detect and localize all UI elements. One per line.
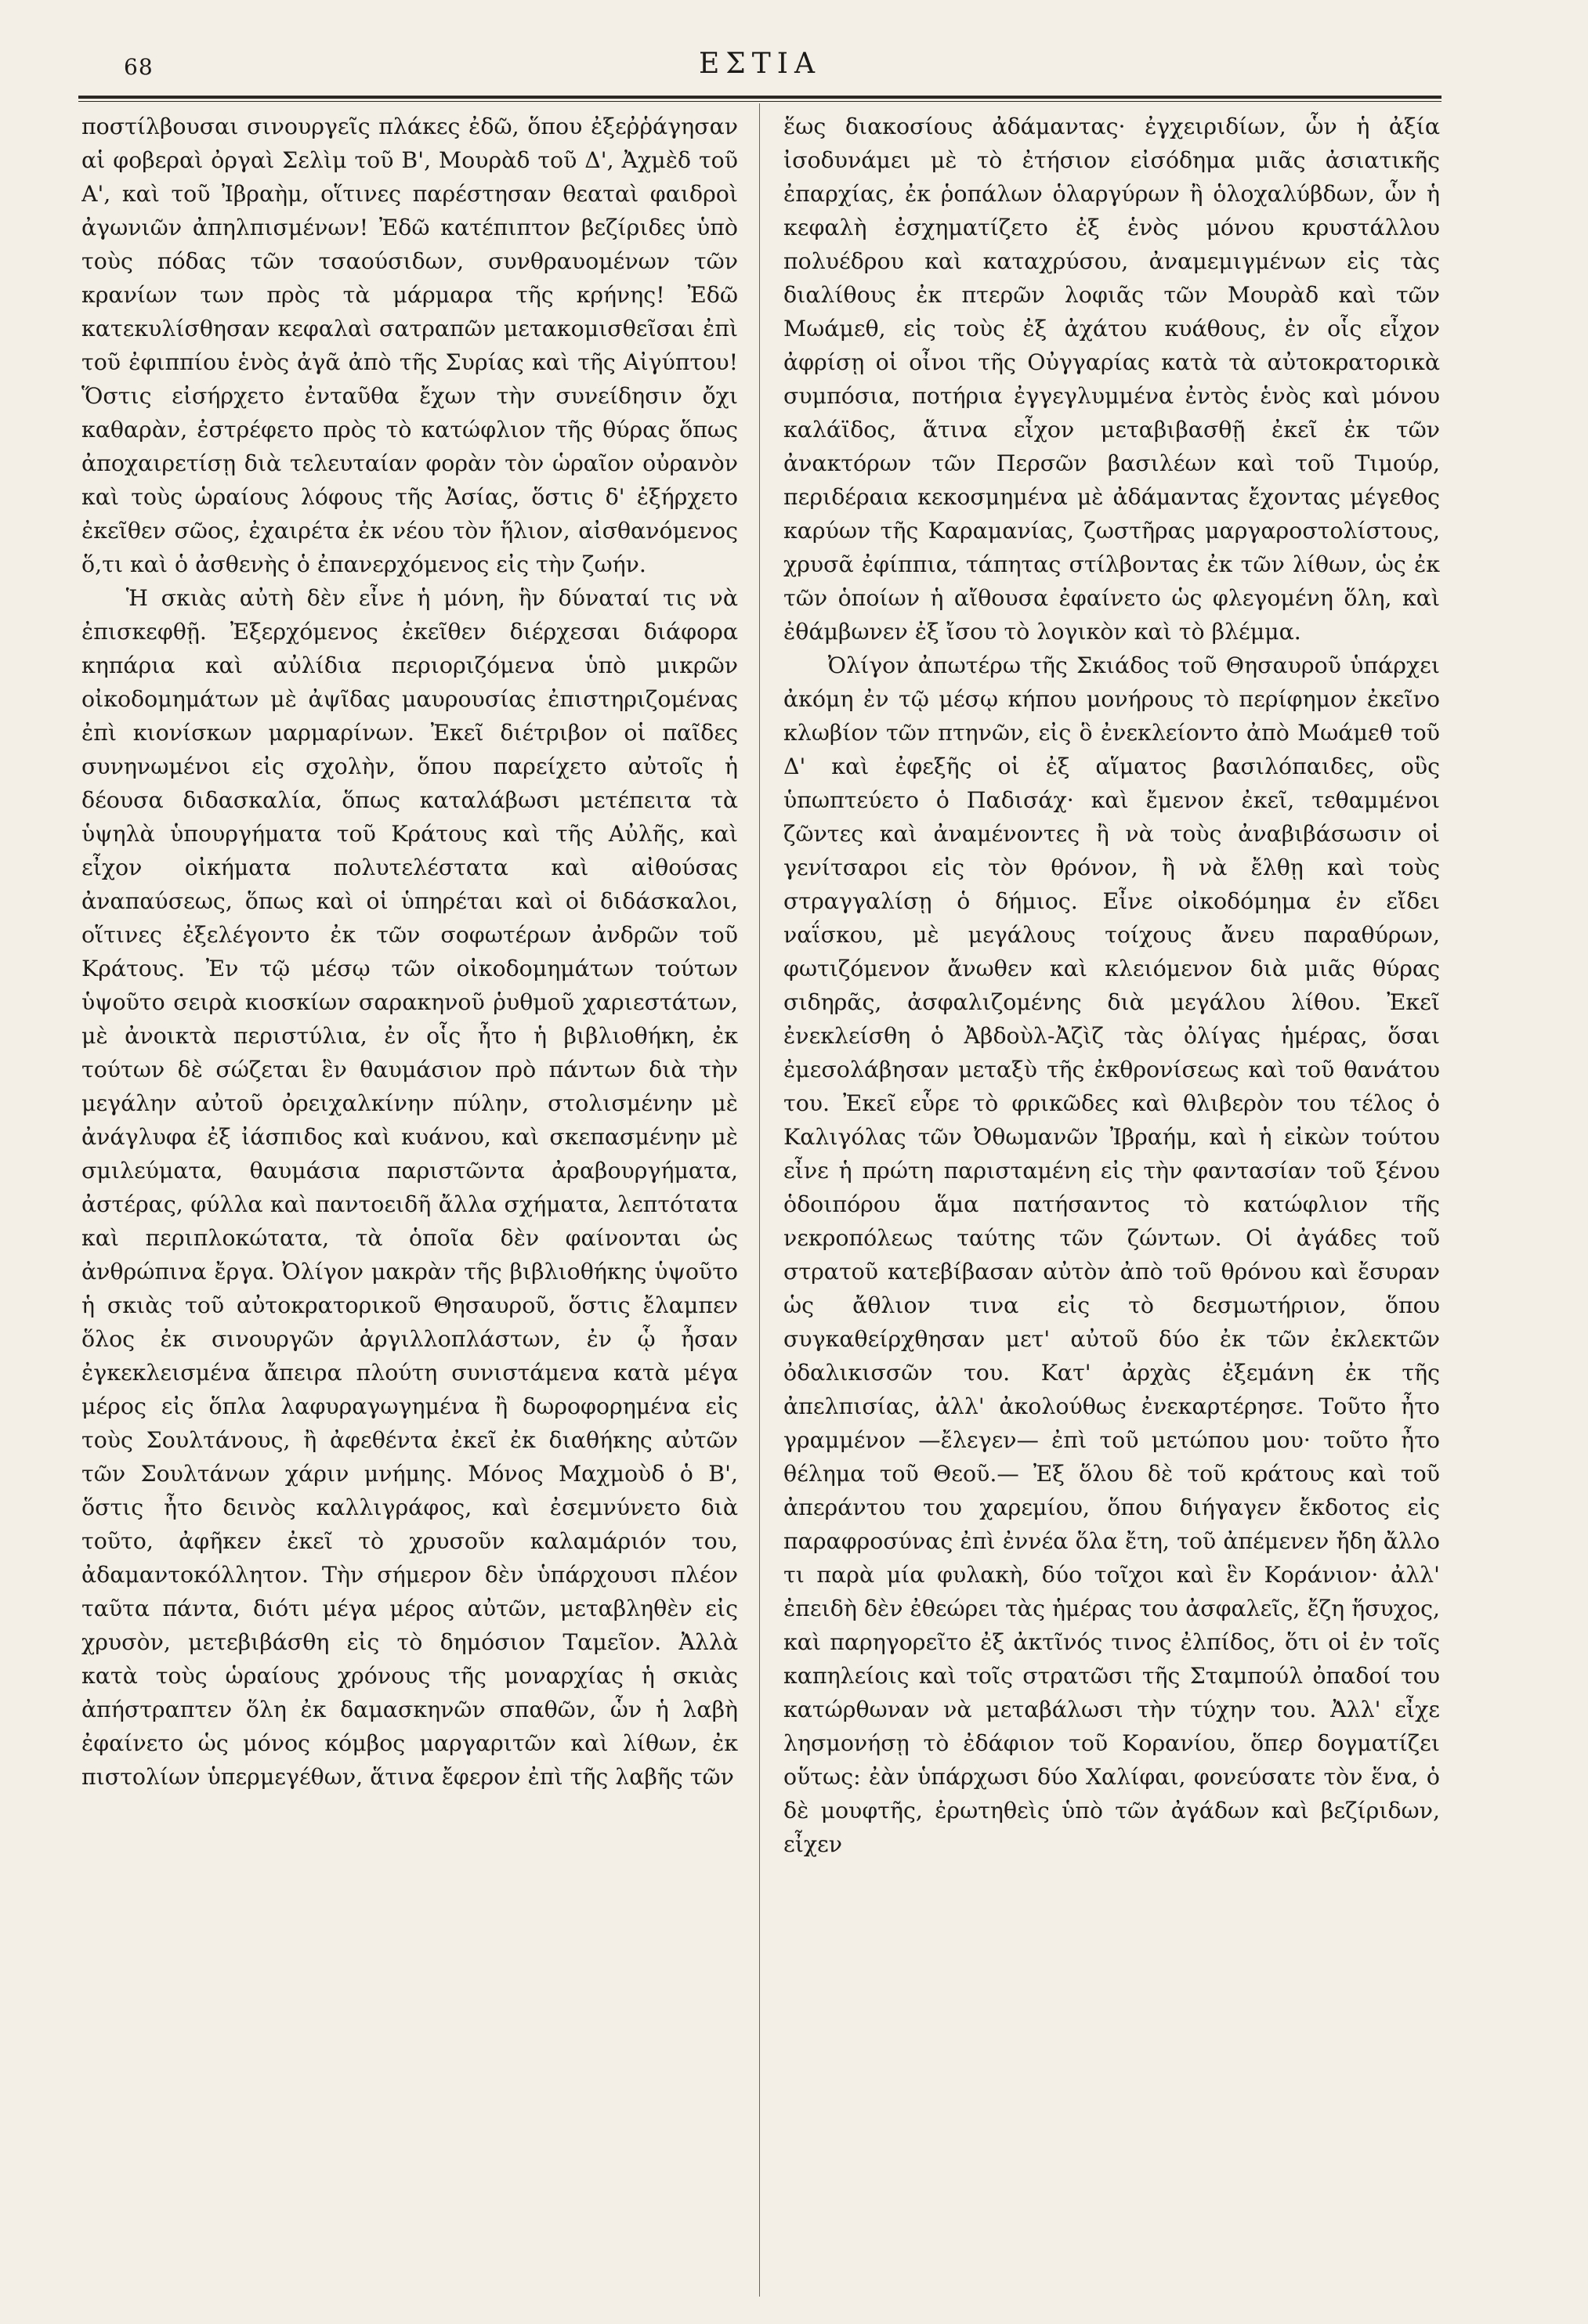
right-paragraph-1: ἕως διακοσίους ἀδάμαντας· ἐγχειριδίων, ὧν ἡ ἀξία ἰσοδυνάμει μὲ τὸ ἐτήσιον εἰσόδημα μιᾶς ἀσιατικῆς ἐπαρχίας, ἐκ ῥοπάλων ὁλαργύρων ἢ ὁλοχαλύβδων, ὧν ἡ κεφαλὴ ἐσχηματίζετο ἐξ ἑνὸς μόνου κρυστάλλου πολυέδρου καὶ καταχρύσου, ἀναμεμιγμένων εἰς τὰς διαλίθους ἐκ πτερῶν λοφιᾶς τῶν Μουρὰδ καὶ τῶν Μωάμεθ, εἰς τοὺς ἐξ ἀχάτου κυάθους, ἐν οἷς εἶχον ἀφρίσῃ οἱ οἶνοι τῆς Οὐγγαρίας κατὰ τὰ αὐτοκρατορικὰ συμπόσια, ποτήρια ἐγγεγλυμμένα ἐντὸς ἑνὸς καὶ μόνου καλάϊδος, ἅτινα εἶχον μεταβιβασθῇ ἐκεῖ ἐκ τῶν ἀνακτόρων τῶν Περσῶν βασιλέων καὶ τοῦ Τιμούρ, περιδέραια κεκοσμημένα μὲ ἀδάμαντας ἔχοντας μέγεθος καρύων τῆς Καραμανίας, ζωστῆρας μαργαροστολίστους, χρυσᾶ ἐφίππια, τάπητας στίλβοντας ἐκ τῶν λίθων, ὡς ἐκ τῶν ὁποίων ἡ αἴθουσα ἐφαίνετο ὡς φλεγομένη ὅλη, καὶ ἐθάμβωνεν ἐξ ἴσου τὸ λογικὸν καὶ τὸ βλέμμα. (783, 114, 1440, 645)
column-divider (759, 103, 760, 2297)
header-rule (78, 96, 1441, 99)
left-column (81, 110, 738, 2303)
journal-title: ΕΣΤΙΑ (699, 48, 821, 80)
left-paragraph-2: Ἡ σκιὰς αὐτὴ δὲν εἶνε ἡ μόνη, ἣν δύναταί τις νὰ ἐπισκεφθῇ. Ἐξερχόμενος ἐκεῖθεν διέρχεσαι διάφορα κηπάρια καὶ αὐλίδια περιοριζόμενα ὑπὸ μικρῶν οἰκοδομημάτων μὲ ἀψῖδας μαυρουσίας ἐπιστηριζομένας ἐπὶ κιονίσκων μαρμαρίνων. Ἐκεῖ διέτριβον οἱ παῖδες συνηνωμένοι εἰς σχολὴν, ὅπου παρείχετο αὐτοῖς ἡ δέουσα διδασκαλία, ὅπως καταλάβωσι μετέπειτα τὰ ὑψηλὰ ὑπουργήματα τοῦ Κράτους καὶ τῆς Αὐλῆς, καὶ εἶχον οἰκήματα πολυτελέστατα καὶ αἰθούσας ἀναπαύσεως, ὅπως καὶ οἱ ὑπηρέται καὶ οἱ διδάσκαλοι, οἵτινες ἐξελέγοντο ἐκ τῶν σοφωτέρων ἀνδρῶν τοῦ Κράτους. Ἐν τῷ μέσῳ τῶν οἰκοδομημάτων τούτων ὑψοῦτο σειρὰ κιοσκίων σαρακηνοῦ ῥυθμοῦ χαριεστάτων, μὲ ἀνοικτὰ περιστύλια, ἐν οἷς ἦτο ἡ βιβλιοθήκη, ἐκ τούτων δὲ σώζεται ἓν θαυμάσιον πρὸ πάντων διὰ τὴν μεγάλην αὐτοῦ ὀρειχαλκίνην πύλην, στολισμένην μὲ ἀνάγλυφα ἐξ ἰάσπιδος καὶ κυάνου, καὶ σκεπασμένην μὲ σμιλεύματα, θαυμάσια παριστῶντα ἀραβουργήματα, ἀστέρας, φύλλα καὶ παντοειδῆ ἄλλα σχήματα, λεπτότατα καὶ περιπλοκώτατα, τὰ ὁποῖα δὲν φαίνονται ὡς ἀνθρώπινα ἔργα. Ὀλίγον μακρὰν τῆς βιβλιοθήκης ὑψοῦτο ἡ σκιὰς τοῦ αὐτοκρατορικοῦ Θησαυροῦ, ὅστις ἔλαμπεν ὅλος ἐκ σινουργῶν ἀργιλλοπλάστων, ἐν ᾧ ἦσαν ἐγκεκλεισμένα ἄπειρα πλούτη συνιστάμενα κατὰ μέγα μέρος εἰς ὅπλα λαφυραγωγημένα ἢ δωροφορημένα εἰς τοὺς Σουλτάνους, ἢ ἀφεθέντα ἐκεῖ ἐκ διαθήκης αὐτῶν τῶν Σουλτάνων χάριν μνήμης. Μόνος Μαχμοὺδ ὁ Β', ὅστις ἦτο δεινὸς καλλιγράφος, καὶ ἐσεμνύνετο διὰ τοῦτο, ἀφῆκεν ἐκεῖ τὸ χρυσοῦν καλαμάριόν του, ἀδαμαντοκόλλητον. Τὴν σήμερον δὲν ὑπάρχουσι πλέον ταῦτα πάντα, διότι μέγα μέρος αὐτῶν, μεταβληθὲν εἰς χρυσὸν, μετεβιβάσθη εἰς τὸ δημόσιον Ταμεῖον. Ἀλλὰ κατὰ τοὺς ὡραίους χρόνους τῆς μοναρχίας ἡ σκιὰς ἀπήστραπτεν ὅλη ἐκ δαμασκηνῶν σπαθῶν, ὧν ἡ λαβὴ ἐφαίνετο ὡς μόνος κόμβος μαργαριτῶν καὶ λίθων, ἐκ πιστολίων ὑπερμεγέθων, ἅτινα ἔφερον ἐπὶ τῆς λαβῆς τῶν (81, 585, 738, 1790)
right-paragraph-2: Ὀλίγον ἀπωτέρω τῆς Σκιάδος τοῦ Θησαυροῦ ὑπάρχει ἀκόμη ἐν τῷ μέσῳ κήπου μονήρους τὸ περίφημον ἐκεῖνο κλωβίον τῶν πτηνῶν, εἰς ὃ ἐνεκλείοντο ἀπὸ Μωάμεθ τοῦ Δ' καὶ ἐφεξῆς οἱ ἐξ αἵματος βασιλόπαιδες, οὓς ὑπωπτεύετο ὁ Παδισάχ· καὶ ἔμενον ἐκεῖ, τεθαμμένοι ζῶντες καὶ ἀναμένοντες ἢ νὰ τοὺς ἀναβιβάσωσιν οἱ γενίτσαροι εἰς τὸν θρόνον, ἢ νὰ ἔλθῃ καὶ τοὺς στραγγαλίσῃ ὁ δήμιος. Εἶνε οἰκοδόμημα ἐν εἴδει ναΐσκου, μὲ μεγάλους τοίχους ἄνευ παραθύρων, φωτιζόμενον ἄνωθεν καὶ κλειόμενον διὰ μιᾶς θύρας σιδηρᾶς, ἀσφαλιζομένης διὰ μεγάλου λίθου. Ἐκεῖ ἐνεκλείσθη ὁ Ἀβδοὺλ-Ἀζὶζ τὰς ὀλίγας ἡμέρας, ὅσαι ἐμεσολάβησαν μεταξὺ τῆς ἐκθρονίσεως καὶ τοῦ θανάτου του. Ἐκεῖ εὗρε τὸ φρικῶδες καὶ θλιβερὸν του τέλος ὁ Καλιγόλας τῶν Ὀθωμανῶν Ἰβραήμ, καὶ ἡ εἰκὼν τούτου εἶνε ἡ πρώτη παρισταμένη εἰς τὴν φαντασίαν τοῦ ξένου ὁδοιπόρου ἅμα πατήσαντος τὸ κατώφλιον τῆς νεκροπόλεως ταύτης τῶν ζώντων. Οἱ ἀγάδες τοῦ στρατοῦ κατεβίβασαν αὐτὸν ἀπὸ τοῦ θρόνου καὶ ἔσυραν ὡς ἄθλιον τινα εἰς τὸ δεσμωτήριον, ὅπου συγκαθείρχθησαν μετ' αὐτοῦ δύο ἐκ τῶν ἐκλεκτῶν ὀδαλικισσῶν του. Κατ' ἀρχὰς ἐξεμάνη ἐκ τῆς ἀπελπισίας, ἀλλ' ἀκολούθως ἐνεκαρτέρησε. Τοῦτο ἦτο γραμμένον —ἔλεγεν— ἐπὶ τοῦ μετώπου μου· τοῦτο ἦτο θέλημα τοῦ Θεοῦ.— Ἐξ ὅλου δὲ τοῦ κράτους καὶ τοῦ ἀπεράντου του χαρεμίου, ὅπου διήγαγεν ἔκδοτος εἰς παραφροσύνας ἐπὶ ἐννέα ὅλα ἔτη, τοῦ ἀπέμενεν ἤδη ἄλλο τι παρὰ μία φυλακὴ, δύο τοῖχοι καὶ ἓν Κοράνιον· ἀλλ' ἐπειδὴ δὲν ἐθεώρει τὰς ἡμέρας του ἀσφαλεῖς, ἔζη ἥσυχος, καὶ παρηγορεῖτο ἐξ ἀκτῖνός τινος ἐλπίδος, ὅτι οἱ ἐν τοῖς καπηλείοις καὶ τοῖς στρατῶσι τῆς Σταμπούλ ὀπαδοί του κατώρθωναν νὰ μεταβάλωσι τὴν τύχην του. Ἀλλ' εἶχε λησμονήσῃ τὸ ἐδάφιον τοῦ Κορανίου, ὅπερ δογματίζει οὕτως: ἐὰν ὑπάρχωσι δύο Χαλίφαι, φονεύσατε τὸν ἕνα, ὁ δὲ μουφτῆς, ἐρωτηθεὶς ὑπὸ τῶν ἀγάδων καὶ βεζίριδων, εἶχεν (783, 652, 1440, 1857)
left-paragraph-1: ποστίλβουσαι σινουργεῖς πλάκες ἐδῶ, ὅπου ἐξεῤῥάγησαν αἱ φοβεραὶ ὀργαὶ Σελὶμ τοῦ Β', Μουρὰδ τοῦ Δ', Ἀχμὲδ τοῦ Α', καὶ τοῦ Ἰβραὴμ, οἵτινες παρέστησαν θεαταὶ φαιδροὶ ἀγωνιῶν ἀπηλπισμένων! Ἐδῶ κατέπιπτον βεζίριδες ὑπὸ τοὺς πόδας τῶν τσαούσιδων, συνθραυομένων τῶν κρανίων των πρὸς τὰ μάρμαρα τῆς κρήνης! Ἐδῶ κατεκυλίσθησαν κεφαλαὶ σατραπῶν μετακομισθεῖσαι ἐπὶ τοῦ ἐφιππίου ἑνὸς ἀγᾶ ἀπὸ τῆς Συρίας καὶ τῆς Αἰγύπτου! Ὅστις εἰσήρχετο ἐνταῦθα ἔχων τὴν συνείδησιν ὄχι καθαρὰν, ἐστρέφετο πρὸς τὸ κατώφλιον τῆς θύρας ὅπως ἀποχαιρετίσῃ διὰ τελευταίαν φορὰν τὸν ὡραῖον οὐρανὸν καὶ τοὺς ὡραίους λόφους τῆς Ἀσίας, ὅστις δ' ἐξήρχετο ἐκεῖθεν σῶος, ἐχαιρέτα ἐκ νέου τὸν ἥλιον, αἰσθανόμενος ὅ,τι καὶ ὁ ἀσθενὴς ὁ ἐπανερχόμενος εἰς τὴν ζωήν. (81, 114, 738, 577)
right-column (783, 110, 1440, 2303)
page-header (78, 43, 1441, 90)
page-number: 68 (124, 54, 154, 80)
header-rule-thin (78, 101, 1441, 102)
